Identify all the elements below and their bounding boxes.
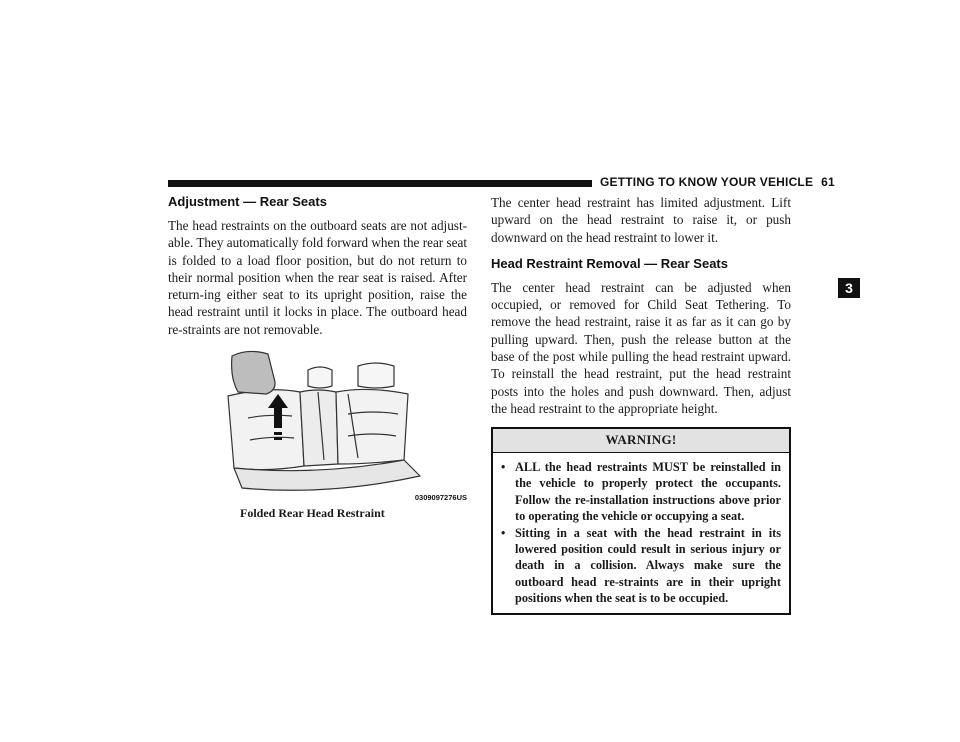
running-header xyxy=(600,175,835,189)
right-column xyxy=(491,194,791,615)
warning-item: • ALL the head restraints MUST be reinstalled in the vehicle to properly protect the occupants. Follow the re-installation instructions above prior to operating the vehicle or occupying a seat. xyxy=(501,460,781,523)
removal-paragraph: The center head restraint can be adjusted when occupied, or removed for Child Seat Tethering. To remove the head restraint, raise it as far as it can go by pulling upward. Then, push the release button at the base of the post while pulling the head restraint upward. To reinstall the head restraint, put the head restraint posts into the holes and push downward. Then, adjust the head restraint to the appropriate height. xyxy=(491,279,791,416)
bullet-icon: • xyxy=(501,460,506,475)
folded-head-restraint xyxy=(232,352,275,395)
page-number: 61 xyxy=(821,175,835,189)
figure-code: 0309097276US xyxy=(414,493,467,503)
center-restraint-paragraph: The center head restraint has limited adjustment. Lift upward on the head restraint to raise it, or push downward on the head restraint to lower it. xyxy=(491,195,791,245)
warning-box xyxy=(491,427,791,615)
warning-list xyxy=(493,453,789,613)
warning-item: • Sitting in a seat with the head restraint in its lowered position could result in serious injury or death in a collision. Always make sure the outboard head re-straints are in their upright positions when the seat is to be occupied. xyxy=(501,526,781,605)
left-column xyxy=(168,194,467,523)
bullet-icon: • xyxy=(501,526,506,541)
rear-seat-illustration xyxy=(208,348,433,498)
removal-heading: Head Restraint Removal — Rear Seats xyxy=(491,255,728,271)
seat-figure xyxy=(168,348,467,523)
warning-title: WARNING! xyxy=(493,429,789,453)
chapter-tab: 3 xyxy=(838,278,860,298)
adjustment-heading: Adjustment — Rear Seats xyxy=(168,194,327,209)
adjustment-paragraph: The head restraints on the outboard seats are not adjust-able. They automatically fold forward when the rear seat is folded to a load floor position, but do not return to their normal position when the rear seat is raised. After return-ing either seat to its upright position, raise the head restraint until it locks in place. The outboard head re-straints are not removable. xyxy=(168,218,467,337)
figure-caption: Folded Rear Head Restraint xyxy=(240,506,385,521)
section-title: GETTING TO KNOW YOUR VEHICLE xyxy=(600,175,814,189)
header-rule xyxy=(168,180,592,187)
